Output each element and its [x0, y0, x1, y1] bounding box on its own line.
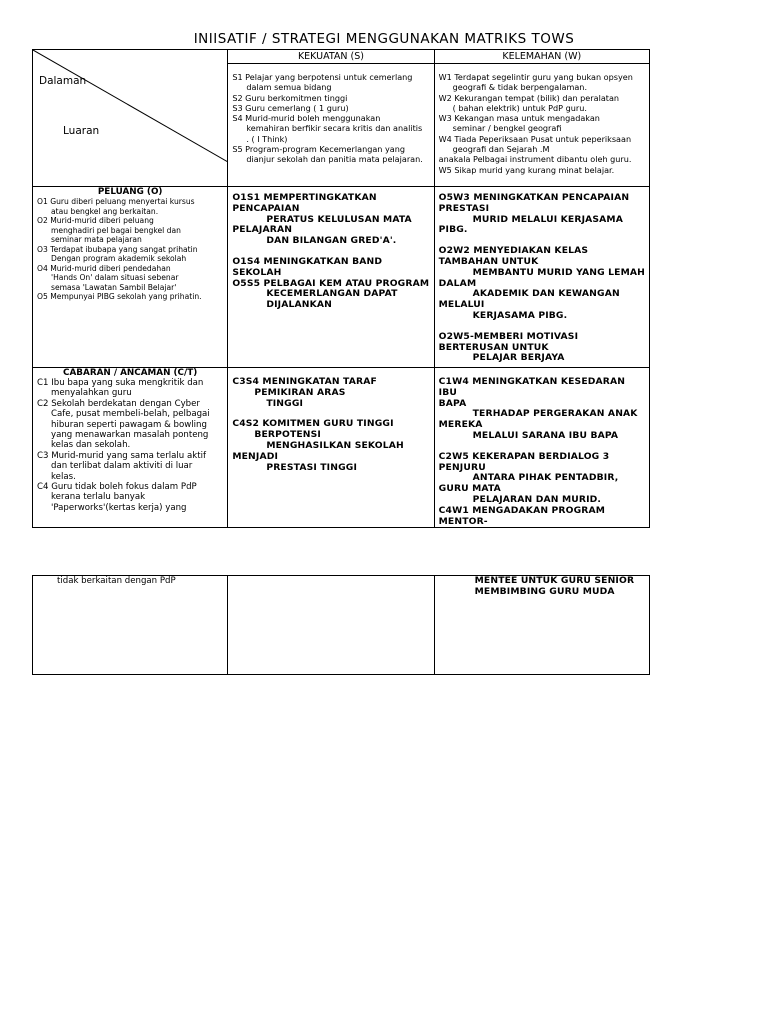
cabaran-item: C1 Ibu bapa yang suka mengkritik dan — [37, 378, 204, 388]
cabaran-item: C2 Sekolah berdekatan dengan Cyber — [37, 398, 200, 409]
wt-strategy-list — [439, 377, 645, 527]
wt-line: ANTARA PIHAK PENTADBIR, — [472, 472, 619, 484]
wt-continued-cell — [434, 576, 649, 675]
so-strategy-cell — [228, 187, 434, 368]
cabaran-heading: CABARAN / ANCAMAN (C/T) — [63, 368, 198, 378]
wt-line: C1W4 MENINGKATKAN KESEDARAN IBU — [438, 376, 626, 398]
kelemahan-item-cont: geografi & tidak berpengalaman. — [452, 82, 588, 93]
cabaran-item-cont: Cafe, pusat membeli-belah, pelbagai — [51, 409, 210, 420]
kekuatan-item: S5 Program-program Kecemerlangan yang — [232, 144, 406, 155]
kekuatan-cell — [228, 64, 434, 187]
kelemahan-item: W4 Tiada Peperiksaan Pusat untuk peperiksaan — [438, 133, 632, 144]
page-title: INIISATIF / STRATEGI MENGGUNAKAN MATRIKS TOWS — [193, 31, 575, 47]
kelemahan-cell — [434, 64, 649, 187]
kelemahan-item-cont: geografi dan Sejarah .M — [452, 144, 550, 155]
kelemahan-item-cont: seminar / bengkel geografi — [452, 123, 562, 134]
wt-line: C2W5 KEKERAPAN BERDIALOG 3 — [438, 450, 610, 462]
cabaran-item-cont: kelas. — [51, 471, 76, 482]
wt-continued-line: MENTEE UNTUK GURU SENIOR — [474, 575, 635, 586]
st-line: MENGHASILKAN SEKOLAH — [266, 439, 404, 451]
tows-matrix-table — [32, 49, 650, 528]
wo-line: KERJASAMA PIBG. — [472, 309, 568, 321]
wo-line: PRESTASI — [438, 202, 490, 214]
st-strategy-cell — [228, 368, 434, 528]
header-kekuatan: KEKUATAN (S) — [228, 50, 434, 64]
cabaran-item-cont: kelas dan sekolah. — [51, 440, 131, 451]
wo-line: PIBG. — [438, 224, 468, 236]
kelemahan-item: W1 Terdapat segelintir guru yang bukan opsyen — [438, 72, 633, 82]
diagonal-line — [33, 50, 228, 178]
peluang-item: O1 Guru diberi peluang menyertai kursus — [37, 197, 195, 206]
wt-line: PENJURU — [438, 461, 486, 473]
peluang-item-cont: menghadiri pel bagai bengkel dan — [51, 225, 181, 235]
so-line: O1S1 MEMPERTINGKATKAN — [232, 192, 377, 203]
kelemahan-item: W5 Sikap murid yang kurang minat belajar. — [438, 164, 615, 175]
kekuatan-item-cont: kemahiran berfikir secara kritis dan analitis — [246, 123, 423, 134]
cabaran-continued-text: tidak berkaitan dengan PdP — [57, 576, 176, 586]
wt-strategy-cell — [434, 368, 649, 528]
cabaran-list — [37, 378, 223, 513]
so-strategy-list — [232, 193, 429, 311]
wt-line: PELAJARAN DAN MURID. — [472, 493, 602, 505]
wt-line: GURU MATA — [438, 483, 501, 495]
cabaran-item: C4 Guru tidak boleh fokus dalam PdP — [37, 482, 197, 493]
cabaran-item-cont: dan terlibat dalam aktiviti di luar — [51, 461, 193, 472]
cabaran-item-cont: 'Paperworks'(kertas kerja) yang — [51, 502, 187, 513]
so-line: KECEMERLANGAN DAPAT — [266, 288, 398, 300]
kelemahan-item: W2 Kekurangan tempat (bilik) dan peralatan — [438, 92, 620, 103]
tows-matrix-continued-table — [32, 575, 650, 675]
peluang-cell — [33, 187, 228, 368]
kelemahan-list — [439, 72, 645, 175]
wo-line: O2W2 MENYEDIAKAN KELAS — [438, 245, 589, 257]
st-line: PRESTASI TINGGI — [266, 461, 358, 473]
label-luaran: Luaran — [63, 125, 100, 137]
wo-line: DALAM — [438, 277, 477, 289]
wo-line: TAMBAHAN UNTUK — [438, 255, 539, 267]
kekuatan-item: S2 Guru berkomitmen tinggi — [232, 92, 348, 103]
peluang-item-cont: 'Hands On' dalam situasi sebenar — [51, 273, 179, 282]
wt-line: MELALUI SARANA IBU BAPA — [472, 429, 619, 441]
kelemahan-item: W3 Kekangan masa untuk mengadakan — [438, 113, 600, 124]
cabaran-item-cont: hiburan seperti pawagam & bowling — [51, 419, 207, 430]
kekuatan-item: S1 Pelajar yang berpotensi untuk cemerlang — [232, 72, 413, 82]
header-kelemahan: KELEMAHAN (W) — [434, 50, 649, 64]
cabaran-item-cont: kerana terlalu banyak — [51, 492, 146, 503]
wt-line: TERHADAP PERGERAKAN ANAK — [472, 408, 638, 420]
wo-line: O2W5-MEMBERI MOTIVASI — [438, 330, 579, 342]
peluang-heading: PELUANG (O) — [97, 187, 163, 197]
st-line: MENJADI — [232, 450, 279, 462]
wo-line: MURID MELALUI KERJASAMA — [472, 213, 623, 225]
kekuatan-item: S4 Murid-murid boleh menggunakan — [232, 113, 381, 124]
st-continued-cell — [228, 576, 434, 675]
wo-strategy-cell — [434, 187, 649, 368]
wt-line: BAPA — [438, 397, 467, 409]
cabaran-cell — [33, 368, 228, 528]
peluang-item-cont: atau bengkel ang berkaitan. — [51, 206, 159, 216]
label-dalaman: Dalaman — [39, 75, 87, 87]
kelemahan-item: anakala Pelbagai instrument dibantu oleh guru. — [438, 154, 632, 165]
so-line: DIJALANKAN — [266, 299, 332, 311]
wt-continued-line: MEMBIMBING GURU MUDA — [474, 585, 615, 597]
cabaran-item-cont: yang menawarkan masalah ponteng — [51, 430, 209, 441]
wo-line: AKADEMIK DAN KEWANGAN — [472, 288, 620, 300]
cabaran-item-cont: menyalahkan guru — [51, 388, 132, 399]
kekuatan-list — [232, 72, 429, 165]
diagonal-header-cell — [33, 50, 228, 187]
peluang-item-cont: Dengan program akademik sekolah — [51, 254, 187, 263]
so-line: DAN BILANGAN GRED'A'. — [266, 235, 397, 247]
peluang-item: O4 Murid-murid diberi pendedahan — [37, 263, 171, 273]
kekuatan-item-cont: . ( I Think) — [246, 133, 288, 144]
st-line: BERPOTENSI — [254, 429, 321, 441]
st-line: C4S2 KOMITMEN GURU TINGGI — [232, 418, 394, 430]
cabaran-continued-cell — [33, 576, 228, 675]
wo-line: O5W3 MENINGKATKAN PENCAPAIAN — [438, 192, 630, 203]
wt-line: MEREKA — [438, 419, 483, 431]
cabaran-item: C3 Murid-murid yang sama terlalu aktif — [37, 450, 206, 461]
so-line: PELAJARAN — [232, 224, 293, 236]
peluang-list — [37, 197, 223, 302]
wo-line: PELAJAR BERJAYA — [472, 352, 565, 364]
so-line: O1S4 MENINGKATKAN BAND SEKOLAH — [232, 255, 383, 278]
st-line: PEMIKIRAN ARAS — [254, 386, 346, 398]
wo-line: MELALUI — [438, 299, 485, 311]
peluang-item: O5 Mempunyai PIBG sekolah yang prihatin. — [37, 292, 202, 301]
so-line: O5S5 PELBAGAI KEM ATAU PROGRAM — [232, 277, 430, 289]
wo-strategy-list — [439, 193, 645, 364]
kekuatan-item-cont: dalam semua bidang — [246, 82, 332, 93]
st-strategy-list — [232, 377, 429, 473]
kelemahan-item-cont: ( bahan elektrik) untuk PdP guru. — [452, 102, 587, 113]
st-line: TINGGI — [266, 397, 304, 409]
wo-line: BERTERUSAN UNTUK — [438, 341, 549, 353]
st-line: C3S4 MENINGKATAN TARAF — [232, 376, 377, 387]
so-line: PENCAPAIAN — [232, 202, 300, 214]
peluang-item: O2 Murid-murid diberi peluang — [37, 216, 154, 225]
wo-line: MEMBANTU MURID YANG LEMAH — [472, 266, 645, 278]
kekuatan-item-cont: dianjur sekolah dan panitia mata pelajaran. — [246, 154, 423, 165]
wt-line: MENTOR- — [438, 515, 488, 527]
peluang-item-cont: semasa 'Lawatan Sambil Belajar' — [51, 282, 177, 292]
wt-line: C4W1 MENGADAKAN PROGRAM — [438, 504, 606, 516]
so-line: PERATUS KELULUSAN MATA — [266, 213, 412, 225]
peluang-item-cont: seminar mata pelajaran — [51, 235, 142, 244]
wt-continued-list — [439, 576, 645, 598]
peluang-item: O3 Terdapat ibubapa yang sangat prihatin — [37, 244, 198, 254]
kekuatan-item: S3 Guru cemerlang ( 1 guru) — [232, 102, 349, 113]
